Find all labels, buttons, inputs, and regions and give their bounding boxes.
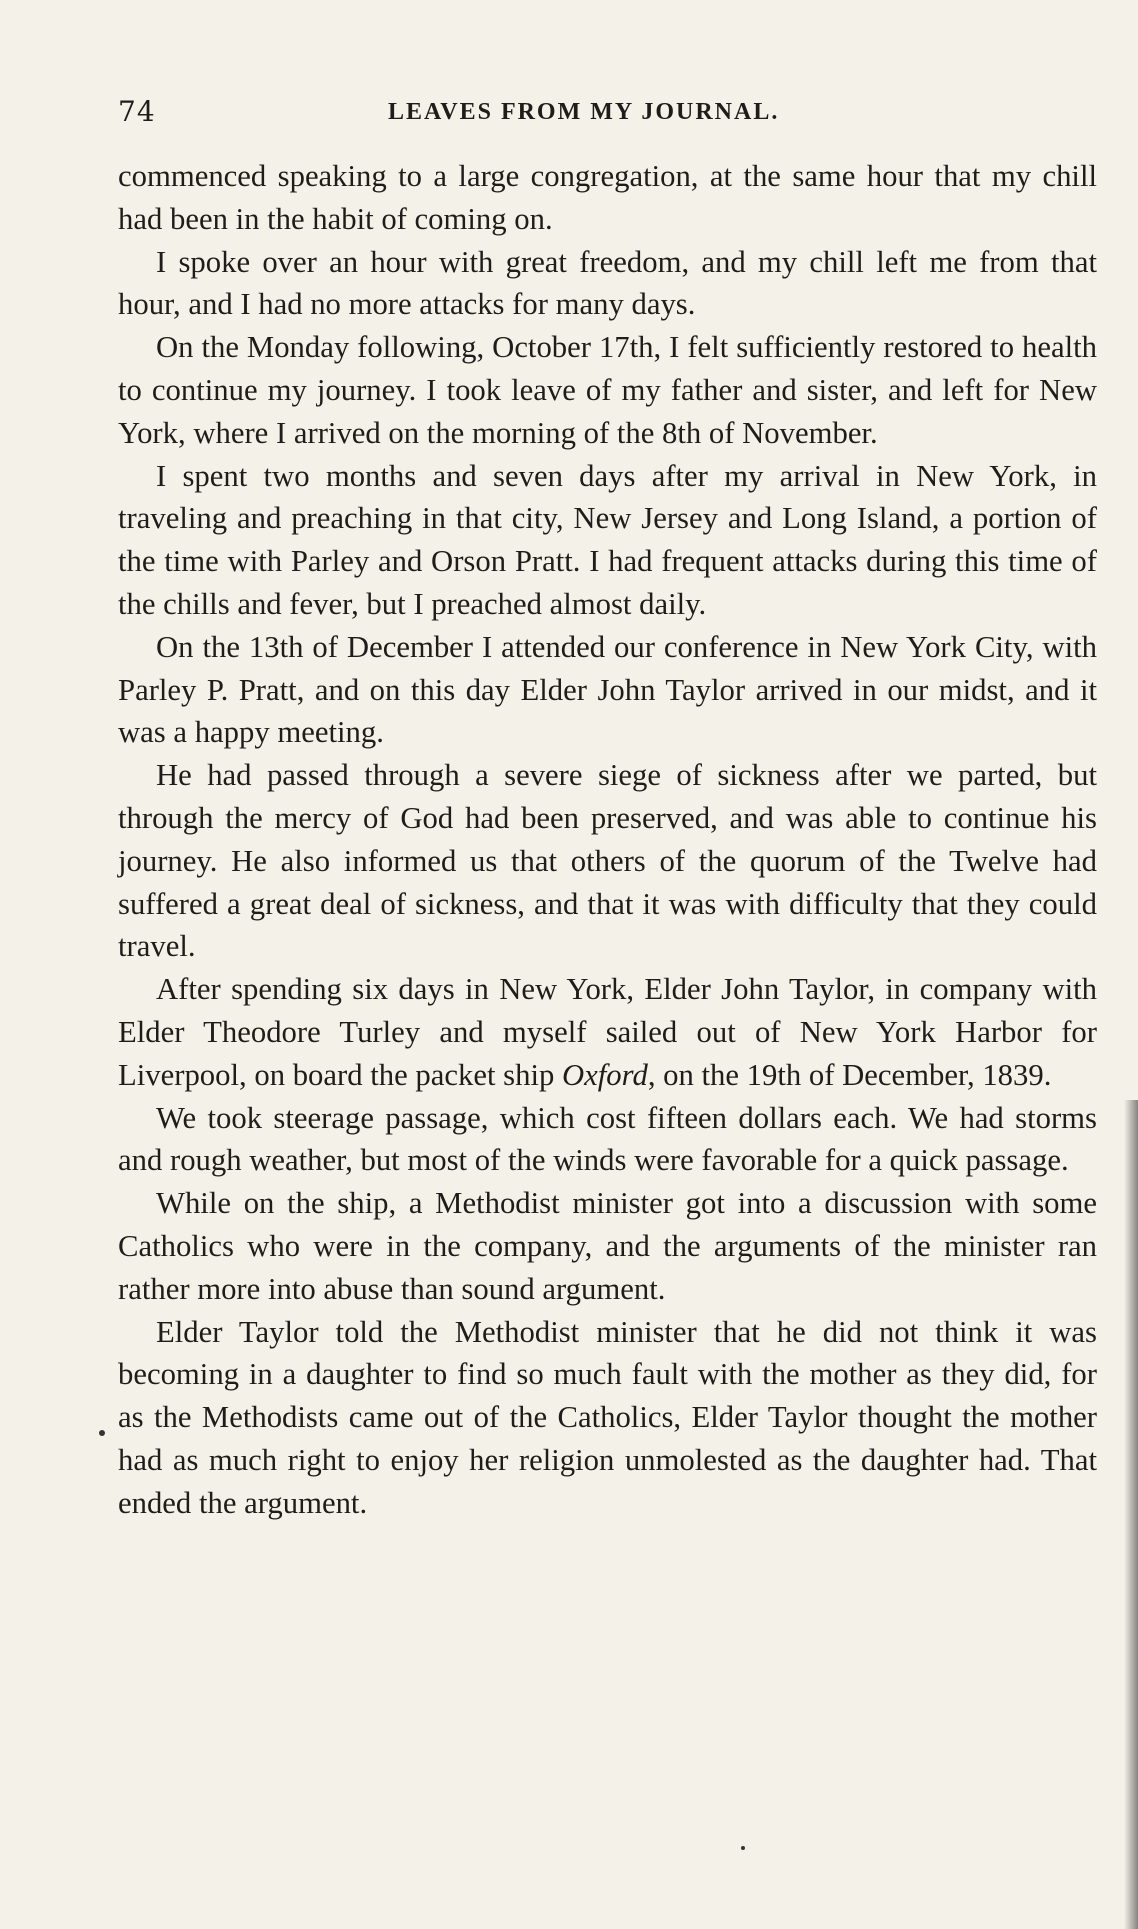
paragraph: On the 13th of December I attended our conference in New York City, with Parley P. Pratt, and on this day Elder John Taylor arrived in our midst, and it was a happy meeting. [118,629,1097,750]
paragraph: We took steerage passage, which cost fifteen dollars each. We had storms and rough weather, but most of the winds were favorable for a quick passage. [118,1100,1097,1178]
paragraph: While on the ship, a Methodist minister got into a discussion with some Catholics who were in the company, and the arguments of the minister ran rather more into abuse than sound argument. [118,1186,1097,1306]
paragraph: He had passed through a severe siege of sickness after we parted, but through the mercy of God had been preserved, and was able to continue his journey. He also informed us that others of the quorum of the Twelve had suffered a great deal of sickness, and that it was with difficulty that they could travel. [118,758,1097,964]
page-number: 74 [118,95,156,128]
margin-speck [741,1846,745,1850]
paragraph: I spoke over an hour with great freedom, and my chill left me from that hour, and I had no more attacks for many days. [118,244,1097,322]
margin-speck [99,1430,105,1436]
paragraph-voyage [118,968,1097,1096]
body-text [118,155,1097,1525]
page-edge-shadow [1124,1100,1138,1929]
paragraph: commenced speaking to a large congregation, at the same hour that my chill had been in the habit of coming on. [118,159,1097,236]
voyage-text-end: , on the 19th of December, 1839. [647,1057,1052,1092]
paragraph: I spent two months and seven days after my arrival in New York, in traveling and preaching in that city, New Jersey and Long Island, a portion of the time with Parley and Orson Pratt. I had frequent attacks during this time of the chills and fever, but I preached almost daily. [118,458,1097,621]
paragraph: On the Monday following, October 17th, I felt sufficiently restored to health to continue my journey. I took leave of my father and sister, and left for New York, where I arrived on the morning of the 8th of November. [118,330,1097,450]
voyage-text-start: After spending six days in New York, Elder John Taylor, in company with Elder Theodore Turley and myself sailed out of New York Harbor for Liverpool, on board the packet ship [118,972,1097,1092]
running-title: LEAVES FROM MY JOURNAL. [388,99,780,125]
page-header [118,95,948,135]
paragraph: Elder Taylor told the Methodist minister that he did not think it was becoming in a daughter to find so much fault with the mother as they did, for as the Methodists came out of the Catholics, Elder Taylor thought the mother had as much right to enjoy her religion unmolested as the daughter had. That ended the argument. [118,1314,1097,1520]
ship-name: Oxford [562,1057,648,1092]
